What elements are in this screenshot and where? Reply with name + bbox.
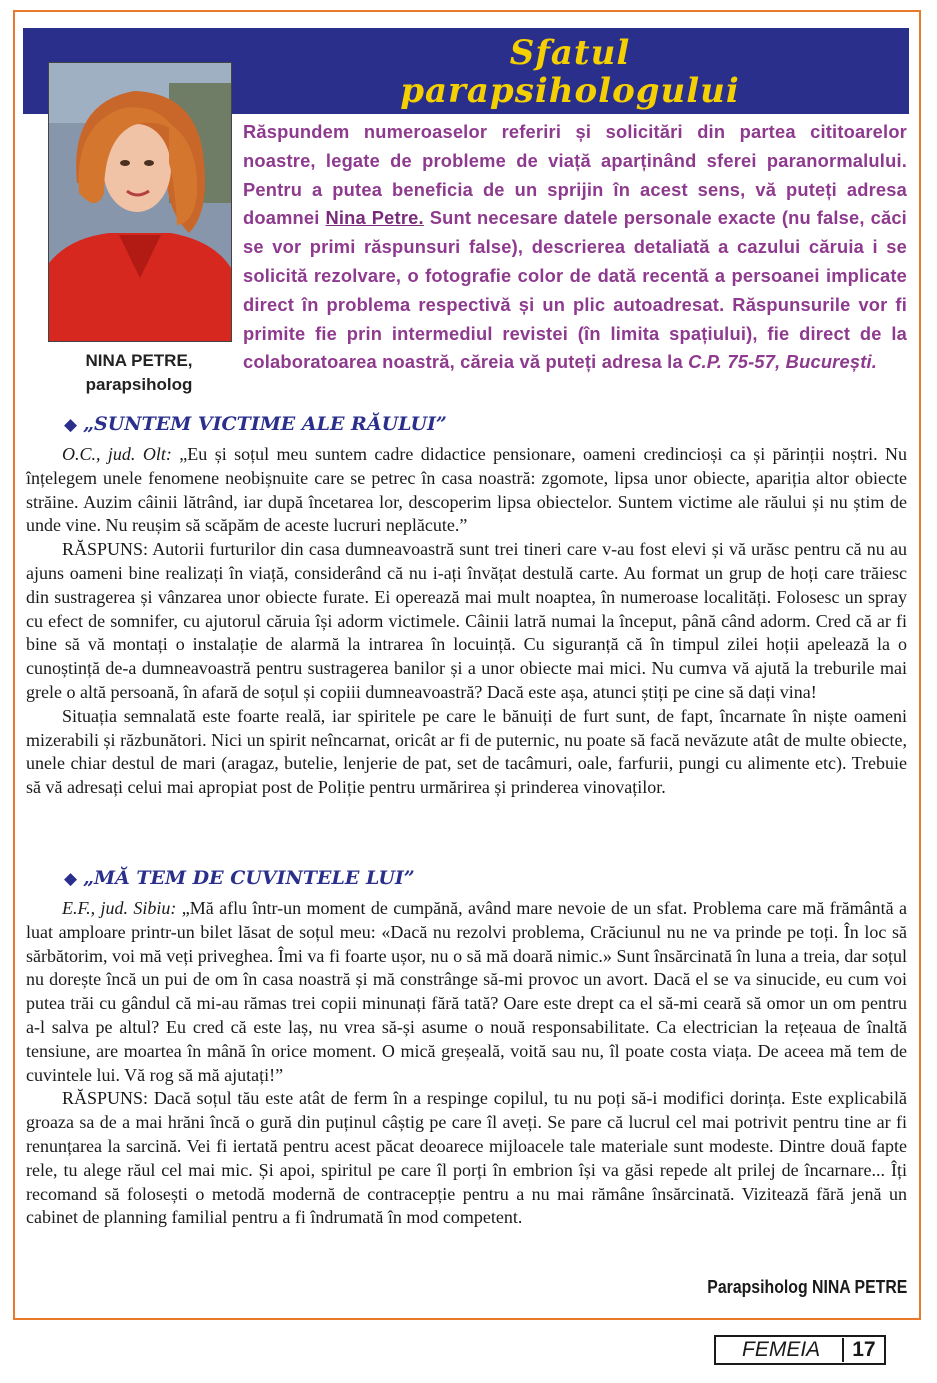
- column-title-line2: parapsihologului: [400, 71, 740, 111]
- column-title-line1: Sfatul: [509, 33, 631, 73]
- page-footer: [714, 1335, 886, 1365]
- author-photo: [48, 62, 232, 342]
- letter2-answer: RĂSPUNS: Dacă soțul tău este atât de ferm în a respinge copilul, tu nu poți să-i modifici dorința. Este explicabilă groaza sa de a mai hrăni încă o gură din puținul câștig pe care îl aveți. Se pare că lucrul cel mai potrivit pentru tine ar fi renunțarea la sarcină. Vei fi iertată pentru acest păcat deoarece mijloacele tale materiale sunt modeste. Dintre două fapte rele, tu alege răul cel mai mic. Și apoi, spiritul pe care îl porți în embrion își va găsi repede alt prilej de încarnare... Îți recomand să folosești o metodă modernă de contracepție pentru a nu mai rămâne însărcinată. Vizitează fără jenă un cabinet de planning familial pentru a fi îndrumată în mod competent.: [26, 1088, 907, 1228]
- letter2-question: [26, 897, 907, 1087]
- letter1-question: [26, 443, 907, 538]
- signature: Parapsiholog NINA PETRE: [706, 1277, 907, 1297]
- letter1-question-text: „Eu și soțul meu suntem cadre didactice pensionare, oameni credincioși ca și părinții noștri. Nu înțelegem unele fenomene neobișnuite care se petrec în casa noastră: zgomote, lipsa unor obiecte, apariția altor obiecte străine. Auzim câinii lătrând, iar după încetarea lor, descoperim lipsa obiectelor. Suntem victime ale răului și nu știm de unde vine. Nu reușim să scăpăm de aceste lucruri neplăcute.”: [26, 444, 907, 536]
- letter1-body: [26, 443, 907, 800]
- letter1-heading: [64, 413, 447, 435]
- letter1-source: O.C., jud. Olt:: [62, 444, 172, 464]
- magazine-name: FEMEIA: [742, 1338, 821, 1361]
- intro-text-1: Răspundem numeroaselor referiri și solicitări din partea cititoarelor noastre, legate de probleme de viață aparținând sferei paranormalului. Pentru a putea beneficia de un sprijin în acest sens, vă puteți adresa doamnei: [243, 121, 907, 229]
- letter1-answer-2: Situația semnalată este foarte reală, iar spiritele pe care le bănuiți de furt sunt, de fapt, încarnate în niște oameni mizerabili și răzbunători. Nici un spirit neîncarnat, oricât ar fi de puternic, nu poate să facă nevăzute atât de multe obiecte, unele chiar destul de mari (aragaz, butelie, lenjerie de pat, set de tacâmuri, oale, farfurii, pungi cu alimente etc). Trebuie să vă adresați celui mai apropiat post de Poliție pentru urmărirea și prinderea vinovaților.: [26, 705, 907, 798]
- intro-author-name: Nina Petre.: [325, 207, 424, 229]
- letter1-answer-1: RĂSPUNS: Autorii furturilor din casa dumneavoastră sunt trei tineri care v-au fost elevi și vă urăsc pentru că nu au ajuns oameni bine realizați în viață, considerând că nu i-ați învățat destulă carte. Au format un grup de hoți care trăiesc din sustragerea și vânzarea unor obiecte furate. Ei operează mai mult noaptea, în numeroase localități. Folosesc un spray cu efect de somnifer, cu ajutorul căruia își adorm victimele. Câinii latră numai la început, până când adorm. Cred că ar fi bine să vă montați o instalație de alarmă la intrarea în locuință. Cu siguranță că în timpul zilei hoții apelează la o cunoștință de-a dumneavoastră pentru sustragerea banilor și a unor obiecte mai mici. Nu cumva vă ajută la treburile mai grele o altă persoană, în afară de soțul și copiii dumneavoastră? Dacă este așa, atunci știți pe cine să dați vina!: [26, 539, 907, 702]
- intro-text-2: Sunt necesare datele personale exacte (nu false, căci se vor primi răspunsuri false), descrierea detaliată a cazului căruia i se solicită rezolvare, o fotografie color de dată recentă a persoanei implicate direct în problema respectivă și un plic autoadresat. Răspunsurile vor fi primite fie prin intermediul revistei (în limita spațiului), fie direct de la colaboratoarea noastră, căreia vă puteți adresa la: [243, 207, 907, 373]
- diamond-bullet-icon: ◆: [64, 415, 78, 435]
- letter2-title: „MĂ TEM DE CUVINTELE LUI”: [83, 867, 415, 889]
- caption-role: parapsiholog: [85, 375, 193, 394]
- letter2-body: [26, 897, 907, 1230]
- page-number: 17: [842, 1338, 883, 1362]
- portrait-photo-icon: [49, 63, 231, 341]
- photo-caption: [48, 349, 230, 397]
- letter1-title: „SUNTEM VICTIME ALE RĂULUI”: [83, 413, 447, 435]
- intro-address: C.P. 75-57, București.: [688, 351, 878, 373]
- letter2-question-text: „Mă aflu într-un moment de cumpănă, având mare nevoie de un sfat. Problema care mă frământă a luat amploare printr-un bilet lăsat de soțul meu: «Dacă nu rezolvi problema, Crăciunul nu ne va prinde pe toți. În loc să sărbătorim, voi mă veți priveghea. Îmi va fi foarte ușor, nu o să mă doară nimic.» Sunt însărcinată în luna a treia, dar soțul nu dorește încă un pui de om în casa noastră și mă constrânge să-mi provoc un avort. Dacă el se va sinucide, eu cum voi putea trăi cu gândul că mi-au rămas trei copii minunați fără tată? Oare este drept ca el să-mi ceară să omor un om pentru a-l salva pe altul? Eu cred că este laș, nu vrea să-și asume o nouă responsabilitate. Ca electrician la rețeaua de înaltă tensiune, are moartea în mână în orice moment. O mică greșeală, voită sau nu, îl poate costa viața. De aceea mă tem de cuvintele lui. Vă rog să mă ajutați!”: [26, 898, 907, 1085]
- diamond-bullet-icon: ◆: [64, 869, 78, 889]
- column-title: [380, 34, 760, 110]
- intro-paragraph: [243, 118, 907, 408]
- letter2-heading: [64, 867, 415, 889]
- letter2-source: E.F., jud. Sibiu:: [62, 898, 177, 918]
- caption-name: NINA PETRE,: [85, 351, 193, 370]
